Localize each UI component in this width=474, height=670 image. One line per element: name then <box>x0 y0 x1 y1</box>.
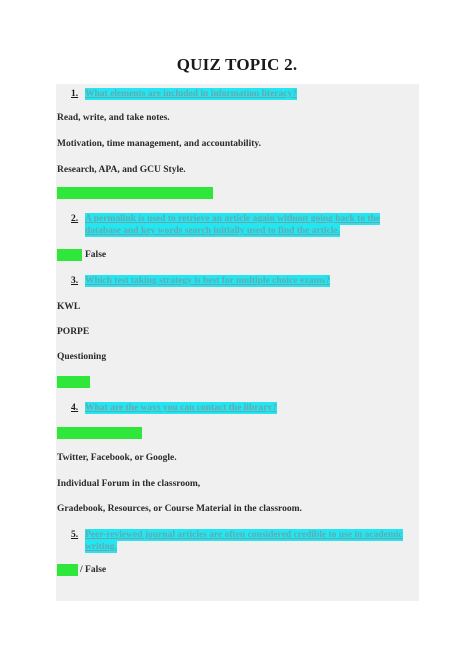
answer-highlight <box>57 376 90 388</box>
answer-option: Twitter, Facebook, or Google. <box>57 453 177 463</box>
question-text-line-2: writing. <box>85 542 117 552</box>
question-number: 3. <box>71 276 79 286</box>
question-1 <box>71 88 411 100</box>
answer-option: KWL <box>57 302 81 312</box>
answer-highlight <box>57 187 213 199</box>
answer-option: Motivation, time management, and accountability. <box>57 139 261 149</box>
page-title: QUIZ TOPIC 2. <box>176 55 298 74</box>
answer-highlight <box>57 564 78 576</box>
question-number: 1. <box>71 89 79 99</box>
answer-option: Gradebook, Resources, or Course Material in the classroom. <box>57 504 302 514</box>
question-text: What are the ways you can contact the library? <box>85 403 277 413</box>
question-number: 5. <box>71 530 79 540</box>
answer-option: PORPE <box>57 327 90 337</box>
question-text-line-2: database and key words search initially used to find the article. <box>85 226 341 236</box>
question-text: What elements are included in information literacy? <box>85 89 297 99</box>
answer-option: Research, APA, and GCU Style. <box>57 165 186 175</box>
question-3 <box>71 275 411 287</box>
question-text: Which test taking strategy is best for multiple choice exams? <box>85 276 330 286</box>
answer-option: / False <box>80 565 107 575</box>
question-number: 2. <box>71 214 79 224</box>
answer-highlight <box>57 427 142 439</box>
answer-highlight <box>57 249 82 261</box>
question-number: 4. <box>71 403 79 413</box>
answer-option: False <box>85 250 107 260</box>
question-4 <box>71 402 411 414</box>
answer-option: Questioning <box>57 352 107 362</box>
question-2 <box>71 213 411 237</box>
answer-option: Individual Forum in the classroom, <box>57 479 201 489</box>
content-panel <box>56 84 419 601</box>
question-text-line-1: Peer-reviewed journal articles are often considered credible to use in academic <box>85 530 403 540</box>
answer-option: Read, write, and take notes. <box>57 113 170 123</box>
question-text-line-1: A permalink is used to retrieve an article again without going back to the <box>85 214 381 224</box>
question-5 <box>71 529 411 553</box>
